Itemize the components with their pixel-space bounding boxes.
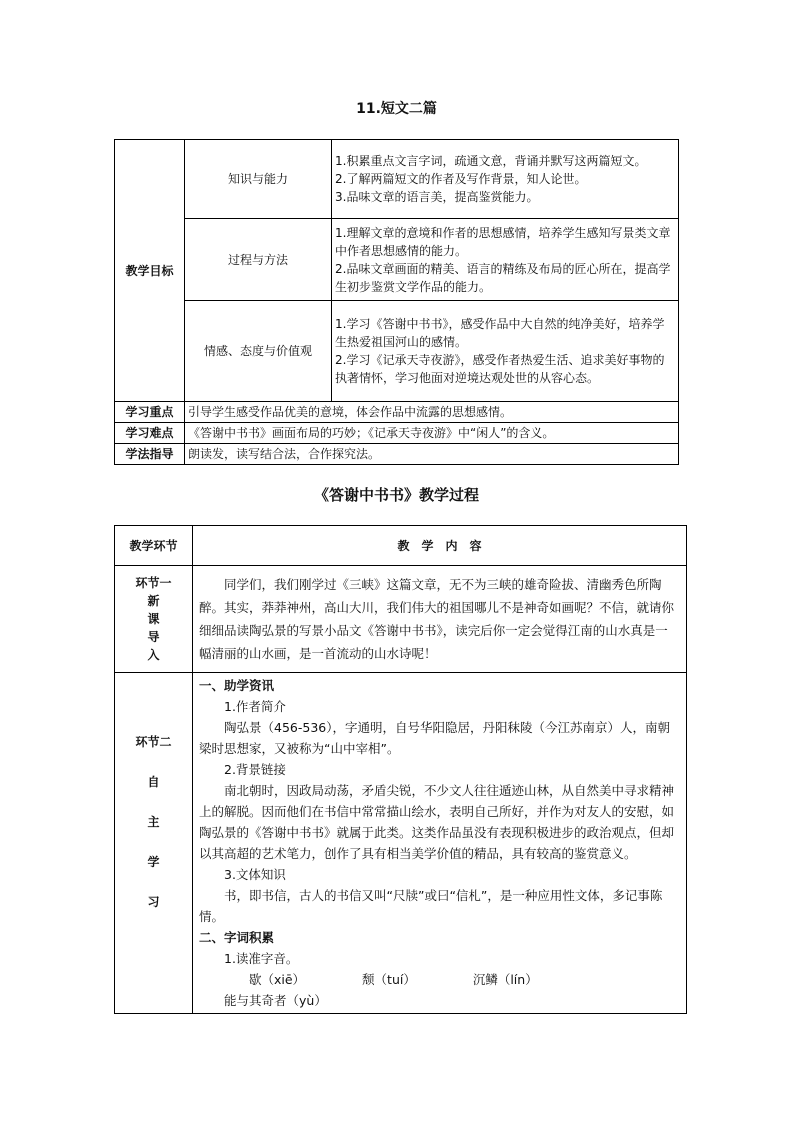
- process-col1-header: 教学环节: [115, 526, 193, 566]
- genre-text: 书，即书信，古人的书信又叫“尺牍”或曰“信札”，是一种应用性文体，多记事陈情。: [199, 888, 663, 924]
- pinyin-item: 颓（tuí）: [362, 972, 416, 987]
- item-title: 1.读准字音。: [224, 951, 299, 966]
- teaching-process-table: [114, 525, 687, 1014]
- goal-sub-process: 过程与方法: [185, 219, 332, 301]
- process-col2-header: 教 学 内 容: [193, 526, 687, 566]
- pinyin-item: 歇（xiē）: [249, 972, 306, 987]
- goal-text-emotion: 1.学习《答谢中书书》，感受作品中大自然的纯净美好，培养学生热爱祖国河山的感情。 2.学习《记承天寺夜游》，感受作者热爱生活、追求美好事物的执著情怀，学习他面对逆境达观处世的从容心态。: [332, 301, 679, 402]
- goal-text-process: 1.理解文章的意境和作者的思想感情，培养学生感知写景类文章中作者思想感情的能力。 2.品味文章画面的精美、语言的精练及布局的匠心所在，提高学生初步鉴赏文学作品的能力。: [332, 219, 679, 301]
- pinyin-item: 沉鳞（lín）: [472, 972, 538, 987]
- key-points-label: 学习重点: [115, 402, 185, 423]
- item-title: 3.文体知识: [224, 867, 286, 882]
- pinyin-list: [199, 969, 680, 1011]
- pinyin-item: 能与其奇者（yù）: [224, 993, 327, 1008]
- step2-content: [193, 673, 687, 1014]
- methods-label: 学法指导: [115, 444, 185, 465]
- process-title: 《答谢中书书》教学过程: [313, 486, 479, 504]
- goal-text-knowledge: 1.积累重点文言字词，疏通文意，背诵并默写这两篇短文。 2.了解两篇短文的作者及写作背景，知人论世。 3.品味文章的语言美，提高鉴赏能力。: [332, 140, 679, 219]
- author-intro: 陶弘景（456-536），字通明，自号华阳隐居，丹阳秣陵（今江苏南京）人，南朝梁时思想家，又被称为“山中宰相”。: [199, 720, 670, 756]
- item-title: 1.作者简介: [224, 699, 286, 714]
- goal-sub-knowledge: 知识与能力: [185, 140, 332, 219]
- item-title: 2.背景链接: [224, 762, 286, 777]
- difficulties-text: 《答谢中书书》画面布局的巧妙；《记承天寺夜游》中“闲人”的含义。: [185, 423, 679, 444]
- teaching-goals-table: [114, 139, 679, 465]
- section-heading: 一、助学资讯: [199, 678, 275, 693]
- goal-sub-emotion: 情感、态度与价值观: [185, 301, 332, 402]
- background-text: 南北朝时，因政局动荡，矛盾尖锐，不少文人往往遁迹山林，从自然美中寻求精神上的解脱。因而他们在书信中常常描山绘水，表明自己所好，并作为对友人的安慰，如陶弘景的《答谢中书书》就属于此类。这类作品虽没有表现积极进步的政治观点，但却以其高超的艺术笔力，创作了具有相当美学价值的精品，具有较高的鉴赏意义。: [199, 783, 675, 861]
- methods-text: 朗读发，读写结合法，合作探究法。: [185, 444, 679, 465]
- goals-label: 教学目标: [115, 140, 185, 402]
- step1-label: 环节一 新 课 导 入: [115, 566, 193, 673]
- key-points-text: 引导学生感受作品优美的意境，体会作品中流露的思想感情。: [185, 402, 679, 423]
- step1-text: 同学们，我们刚学过《三峡》这篇文章，无不为三峡的雄奇险拔、清幽秀色所陶醉。其实，莽莽神州，高山大川，我们伟大的祖国哪儿不是神奇如画呢？不信，就请你细细品读陶弘景的写景小品文《答谢中书书》，读完后你一定会觉得江南的山水真是一幅清丽的山水画，是一首流动的山水诗呢！: [193, 566, 687, 673]
- document-title: 11.短文二篇: [356, 101, 437, 117]
- section-heading: 二、字词积累: [199, 930, 275, 945]
- step2-label: 环节二 自 主 学 习: [115, 673, 193, 1014]
- difficulties-label: 学习难点: [115, 423, 185, 444]
